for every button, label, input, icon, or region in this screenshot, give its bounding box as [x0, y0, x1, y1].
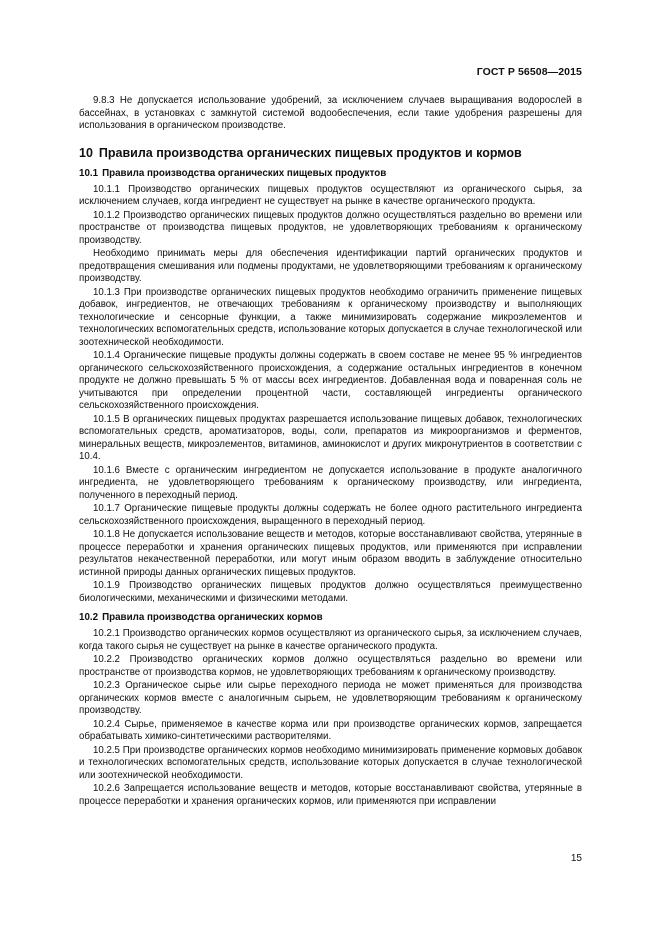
paragraph-9-8-3: 9.8.3 Не допускается использование удобрений, за исключением случаев выращивания водорослей в бассейнах, в установках с замкнутой системой водообеспечения, если такие удобрения разрешены для использования в органическом производстве.: [79, 95, 582, 131]
subsection-title: Правила производства органических кормов: [102, 612, 323, 623]
paragraph-10-1-4: 10.1.4 Органические пищевые продукты должны содержать в своем составе не менее 95 % ингредиентов органического сельскохозяйственного происхождения, а содержание остальных ингредиентов в конечном продукте не должно превышать 5 % от массы всех ингредиентов. Добавленная вода и поваренная соль не учитываются при определении процентной части, составляющей ингредиенты органического сельскохозяйственного происхождения.: [79, 350, 582, 411]
paragraph-10-1-6: 10.1.6 Вместе с органическим ингредиентом не допускается использование в продукте аналогичного ингредиента, не удовлетворяющего требованиям к органическому производству, или ингредиента, полученного в переходный период.: [79, 464, 582, 501]
page-number: 15: [570, 853, 582, 864]
paragraph-10-1-8: 10.1.8 Не допускается использование веществ и методов, которые восстанавливают свойства, утерянные в процессе переработки и хранения органических пищевых продуктов, или применяются при исправлении результатов некачественной переработки, или могут иным образом вводить в заблуждение относительно истинной природы данных органических пищевых продуктов.: [79, 529, 582, 578]
paragraph-10-1-2-cont: Необходимо принимать меры для обеспечения идентификации партий органических продуктов и предотвращения смешивания или подмены продуктами, не удовлетворяющими требованиям к органическому производству.: [79, 248, 582, 284]
page-body: [79, 95, 582, 809]
section-number: 10: [79, 145, 93, 160]
paragraph-10-2-4: 10.2.4 Сырье, применяемое в качестве корма или при производстве органических кормов, запрещается обрабатывать химико-синтетическими растворителями.: [79, 718, 582, 742]
paragraph-10-1-7: 10.1.7 Органические пищевые продукты должны содержать не более одного растительного ингредиента сельскохозяйственного происхождения, выращенного в переходный период.: [79, 503, 582, 527]
paragraph-10-2-1: 10.2.1 Производство органических кормов осуществляют из органического сырья, за исключением случаев, когда такого сырья не существует на рынке в качестве органического продукта.: [79, 628, 582, 652]
section-heading: [79, 146, 582, 161]
paragraph-10-1-9: 10.1.9 Производство органических пищевых продуктов должно осуществляться преимущественно биологическими, механическими и физическими методами.: [79, 580, 582, 604]
subsection-heading-10-2: [79, 612, 582, 624]
subsection-title: Правила производства органических пищевых продуктов: [102, 167, 387, 179]
paragraph-10-1-3: 10.1.3 При производстве органических пищевых продуктов необходимо ограничить применение пищевых добавок, ингредиентов, не отвечающих требованиям к органическому производству и выполняющих технологические и сенсорные функции, а также минимизировать содержание микроэлементов и технологических вспомогательных средств, использование которых допускается в случае технологической или зоотехнической необходимости.: [79, 286, 582, 348]
paragraph-10-1-1: 10.1.1 Производство органических пищевых продуктов осуществляют из органического сырья, за исключением случаев, когда ингредиент не существует на рынке в качестве органического продукта.: [79, 183, 582, 207]
section-title: Правила производства органических пищевых продуктов и кормов: [98, 145, 522, 160]
paragraph-10-1-5: 10.1.5 В органических пищевых продуктах разрешается использование пищевых добавок, технологических вспомогательных средств, ароматизаторов, воды, соли, препаратов из микроорганизмов и ферментов, минеральных веществ, микроэлементов, витаминов, аминокислот и других микронутриентов в соответствии с 10.4.: [79, 413, 582, 462]
paragraph-10-2-6: 10.2.6 Запрещается использование веществ и методов, которые восстанавливают свойства, утерянные в процессе переработки и хранения органических кормов, или применяются при исправлении: [79, 783, 582, 807]
paragraph-10-1-2: 10.1.2 Производство органических пищевых продуктов должно осуществляться раздельно во времени или пространстве от производства пищевых продуктов, не удовлетворяющих требованиям к органическому производству.: [79, 209, 582, 246]
paragraph-10-2-3: 10.2.3 Органическое сырье или сырье переходного периода не может применяться для производства органических кормов вместе с аналогичным сырьем, не удовлетворяющим требованиям к органическому производству.: [79, 680, 582, 716]
subsection-number: 10.2: [79, 612, 99, 623]
paragraph-10-2-5: 10.2.5 При производстве органических кормов необходимо минимизировать применение кормовых добавок и технологических вспомогательных средств, использование которых допускается в случае технологической или зоотехнической необходимости.: [79, 744, 582, 781]
paragraph-10-2-2: 10.2.2 Производство органических кормов должно осуществляться раздельно во времени или пространстве от производства кормов, не удовлетворяющих требованиям к органическому производству.: [79, 654, 582, 678]
subsection-heading-10-1: [79, 168, 582, 180]
subsection-number: 10.1: [79, 167, 99, 179]
document-id: ГОСТ Р 56508—2015: [476, 66, 582, 78]
